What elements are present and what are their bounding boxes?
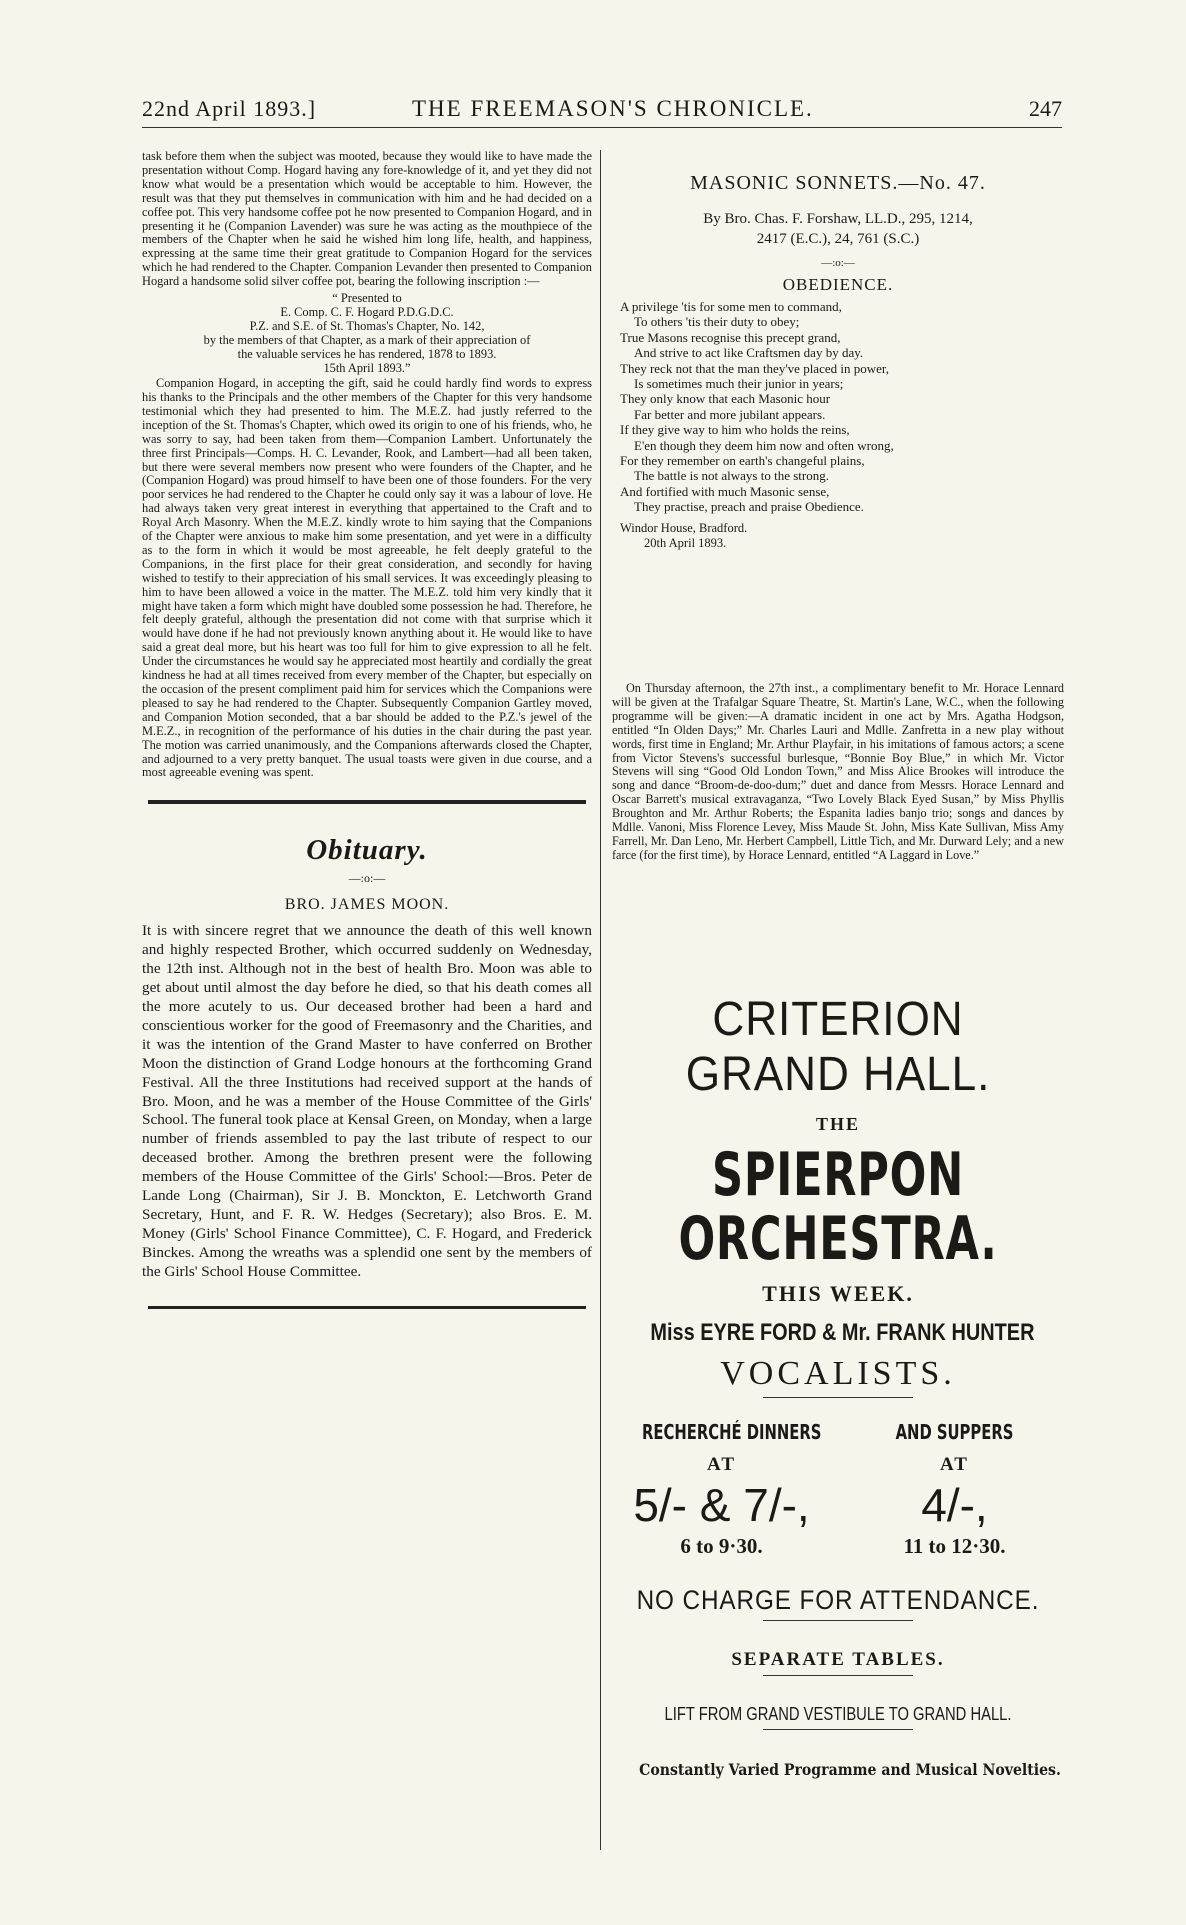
obituary-heading: Obituary. (306, 834, 428, 867)
inscription-line: E. Comp. C. F. Hogard P.D.G.D.C. (280, 305, 454, 320)
ad-short-rule (763, 1729, 913, 1730)
poem-line: True Masons recognise this precept grand, (620, 329, 841, 345)
sonnet-author-line: 2417 (E.C.), 24, 761 (S.C.) (756, 231, 920, 247)
chapter-report-paragraph-1: task before them when the subject was mooted, because they would like to have made the presentation without Comp. Hogard having any fore-knowledge of it, and yet they did not know what would be a presentation which would be acceptable to him. However, the result was that they put themselves in communication with him and he had decided on a coffee pot. This very handsome coffee pot he now presented to Companion Hogard, and in presenting it he (Companion Lavender) was sure he was acting as the mouthpiece of the members of the Chapter when he said he wished him long life, health, and happiness, expressing at the same time their great gratitude to Companion Hogard for the services which he had rendered to the Chapter. Companion Levander then presented to Companion Hogard a handsome solid silver coffee pot, bearing the following inscription :— (142, 149, 592, 289)
ad-no-charge: NO CHARGE FOR ATTENDANCE. (636, 1585, 1040, 1615)
ad-constantly: Constantly Varied Programme and Musical Novelties. (639, 1760, 1061, 1779)
ad-orchestra: SPIERPON ORCHESTRA. (678, 1140, 998, 1274)
ad-vocalist-names: Miss EYRE FORD & Mr. FRANK HUNTER (650, 1319, 1035, 1346)
poem-line: And fortified with much Masonic sense, (620, 483, 830, 499)
sonnet-author (612, 209, 1064, 249)
obituary-text: It is with sincere regret that we announce the death of this well known and highly respected Brother, which occurred suddenly on Wednesday, the 12th inst. Although not in the best of health Bro. Moon was able to get about until almost the day before he died, so that his death comes all the more acutely to us. Our deceased brother had been a hard and conscientious worker for the good of Freemasonry and the Charities, and it was the intention of the Grand Master to have conferred on Brother Moon the distinction of Grand Lodge honours at the forthcoming Grand Festival. All the three Institutions had received support at the hands of Bro. Moon, and he was a member of the House Committee of the Girls' School. The funeral took place at Kensal Green, on Monday, when a large number of friends assembled to pay the last tribute of respect to our deceased brother. Among the brethren present were the following members of the House Committee of the Girls' School:—Bros. Peter de Lande Long (Chairman), Sir J. B. Monckton, E. Letchworth Grand Secretary, Hunt, and F. R. W. Hedges (Secretary); also Bros. E. M. Money (Girls' School Finance Committee), C. F. Hogard, and Frederick Binckes. Among the wreaths was a splendid one sent by the members of the Girls' School House Committee. (142, 922, 592, 1280)
obituary-separator: —:o:— (348, 871, 386, 886)
ad-suppers-label: AND SUPPERS (895, 1420, 1014, 1444)
poem-line: Is sometimes much their junior in years; (634, 376, 844, 392)
ad-supper-price: 4/-, (921, 1479, 988, 1531)
ad-this-week: THIS WEEK. (762, 1281, 914, 1306)
poem-line: The battle is not always to the strong. (634, 468, 829, 484)
header-rule (142, 127, 1062, 128)
end-rule (148, 1306, 586, 1309)
sonnet-author-line: By Bro. Chas. F. Forshaw, LL.D., 295, 1214, (703, 211, 973, 227)
ad-dinners-column (614, 1420, 829, 1559)
section-rule (148, 800, 586, 804)
poem-line: They only know that each Masonic hour (620, 391, 831, 407)
left-column (142, 150, 592, 1309)
poem-line: They practise, preach and praise Obedience. (634, 499, 864, 515)
column-divider (600, 150, 601, 1850)
sonnet-heading: OBEDIENCE. (782, 275, 894, 294)
benefit-notice-paragraph: On Thursday afternoon, the 27th inst., a complimentary benefit to Mr. Horace Lennard will be given at the Trafalgar Square Theatre, St. Martin's Lane, W.C., when the following programme will be given:—A dramatic incident in one act by Mrs. Agatha Hodgson, entitled “In Olden Days;” Mr. Charles Lauri and Mdlle. Zanfretta in a new play without words, first time in England; Mr. Arthur Playfair, in his imitations of famous actors; a scene from Victor Stevens's successful burlesque, “Bonnie Boy Blue,” in which Mr. Victor Stevens will sing “Good Old London Town,” and Miss Alice Brookes will introduce the song and dance “Broom-de-doo-dum;” duet and dance from Messrs. Horace Lennard and Oscar Barrett's musical extravaganza, “Two Lovely Black Eyed Susan,” by Miss Phyllis Broughton and Mr. Arthur Roberts; the Espanita ladies banjo trio; songs and dances by Mdlle. Vanoni, Miss Florence Levey, Miss Maude St. John, Miss Kate Sullivan, Miss Amy Farrell, Mr. Dan Leno, Mr. Herbert Campbell, Little Tich, and Mr. Durward Lely; and a new farce (for the first time), by Horace Lennard, entitled “A Laggard in Love.” (612, 681, 1064, 862)
chapter-report-paragraph-2: Companion Hogard, in accepting the gift, said he could hardly find words to express his thanks to the Principals and the other members of the Chapter for this very handsome testimonial which they had presented to him. The M.E.Z. had justly referred to the inception of the St. Thomas's Chapter, which owed its origin to one of his friends, who, he was sorry to say, had been taken from them—Companion Lambert. Unfortunately the three first Principals—Comps. H. C. Levander, Rook, and Lambert—had all been taken, but there were several members now present who were founders of the Chapter, and he (Companion Hogard) was proud himself to have been one of those founders. For the very poor services he had rendered to the Chapter he could only say it was a labour of love. He had always taken very great interest in everything that appertained to the Craft and to Royal Arch Masonry. When the M.E.Z. kindly wrote to him saying that the Companions of the Chapter were anxious to make him some presentation, and yet were in a difficulty as to the form in which it would be most agreeable, he felt deeply grateful to the Companions, in the first place for their great consideration, and secondly for having wished to testify to their appreciation of his small services. It was exceedingly pleasing to him to have been allowed a voice in the matter. The M.E.Z. told him very kindly that it might have taken a form which might have doubled some possession he had. Therefore, he felt deeply grateful, although the presentation did not come with that surprise which it would have done if he had not previously known anything about it. He would like to have said a great deal more, but his heart was too full for him to give expression to all he felt. Under the circumstances he would say he appreciated most heartily and cordially the great kindness he had at all times received from every member of the Chapter, but especially on the occasion of the present compliment paid him for services which the Companions were pleased to say he had rendered to the Chapter. Subsequently Companion Gartley moved, and Companion Motion seconded, that a bar should be added to the P.Z.'s jewel of the M.E.Z., in recognition of the performance of his duties in the chair during the past year. The motion was carried unanimously, and the Companions afterwards closed the Chapter, and adjourned to a very pretty banquet. The usual toasts were given in due course, and a most agreeable evening was spent. (142, 376, 592, 780)
ad-venue: CRITERION GRAND HALL. (685, 993, 991, 1101)
sonnet-title: MASONIC SONNETS.—No. 47. (690, 172, 986, 194)
poem-line: They reck not that the man they've placed in power, (620, 360, 889, 376)
page-number: 247 (1029, 96, 1062, 121)
ad-the: THE (815, 1114, 860, 1134)
ad-meal-columns (612, 1420, 1064, 1559)
ad-dinner-hours: 6 to 9·30. (680, 1534, 763, 1558)
right-column (612, 150, 1064, 1779)
inscription-line: by the members of that Chapter, as a mark of their appreciation of (203, 333, 531, 348)
ad-at: AT (707, 1454, 736, 1475)
poem-line: If they give way to him who holds the reins, (620, 422, 850, 438)
poem-line: A privilege 'tis for some men to command, (620, 299, 842, 314)
ad-lift: LIFT FROM GRAND VESTIBULE TO GRAND HALL. (664, 1704, 1012, 1724)
signoff-place: Windor House, Bradford. (620, 520, 748, 535)
ad-short-rule (763, 1675, 913, 1676)
obituary-name: BRO. JAMES MOON. (284, 896, 450, 914)
poem-line: And strive to act like Craftsmen day by day. (634, 345, 864, 361)
poem-line: For they remember on earth's changeful plains, (620, 453, 865, 469)
coffee-pot-inscription (142, 291, 592, 375)
poem-line: E'en though they deem him now and often wrong, (634, 437, 894, 453)
ad-short-rule (763, 1397, 913, 1398)
poem-line: To others 'tis their duty to obey; (634, 314, 800, 330)
sonnet-poem (620, 299, 1064, 515)
inscription-line: P.Z. and S.E. of St. Thomas's Chapter, No. 142, (249, 319, 485, 334)
ad-dinners-label: RECHERCHÉ DINNERS (641, 1420, 822, 1444)
ad-separate-tables: SEPARATE TABLES. (731, 1649, 945, 1670)
inscription-line: the valuable services he has rendered, 1878 to 1893. (237, 347, 497, 362)
sonnet-separator: —:o:— (821, 257, 855, 269)
ad-supper-hours: 11 to 12·30. (903, 1534, 1006, 1558)
issue-date: 22nd April 1893.] (142, 96, 317, 121)
ad-dinner-price: 5/- & 7/-, (633, 1479, 810, 1531)
ad-vocalists: VOCALISTS. (720, 1355, 956, 1392)
ad-at: AT (939, 1454, 969, 1475)
ad-short-rule (763, 1620, 913, 1621)
publication-title: THE FREEMASON'S CHRONICLE. (412, 96, 814, 121)
signoff-date: 20th April 1893. (644, 535, 727, 550)
inscription-line: 15th April 1893.” (323, 361, 411, 376)
inscription-line: “ Presented to (332, 291, 402, 306)
ad-suppers-column (847, 1420, 1062, 1559)
sonnet-signoff (620, 521, 1064, 551)
poem-line: Far better and more jubilant appears. (634, 406, 826, 422)
criterion-advertisement (612, 970, 1064, 1779)
